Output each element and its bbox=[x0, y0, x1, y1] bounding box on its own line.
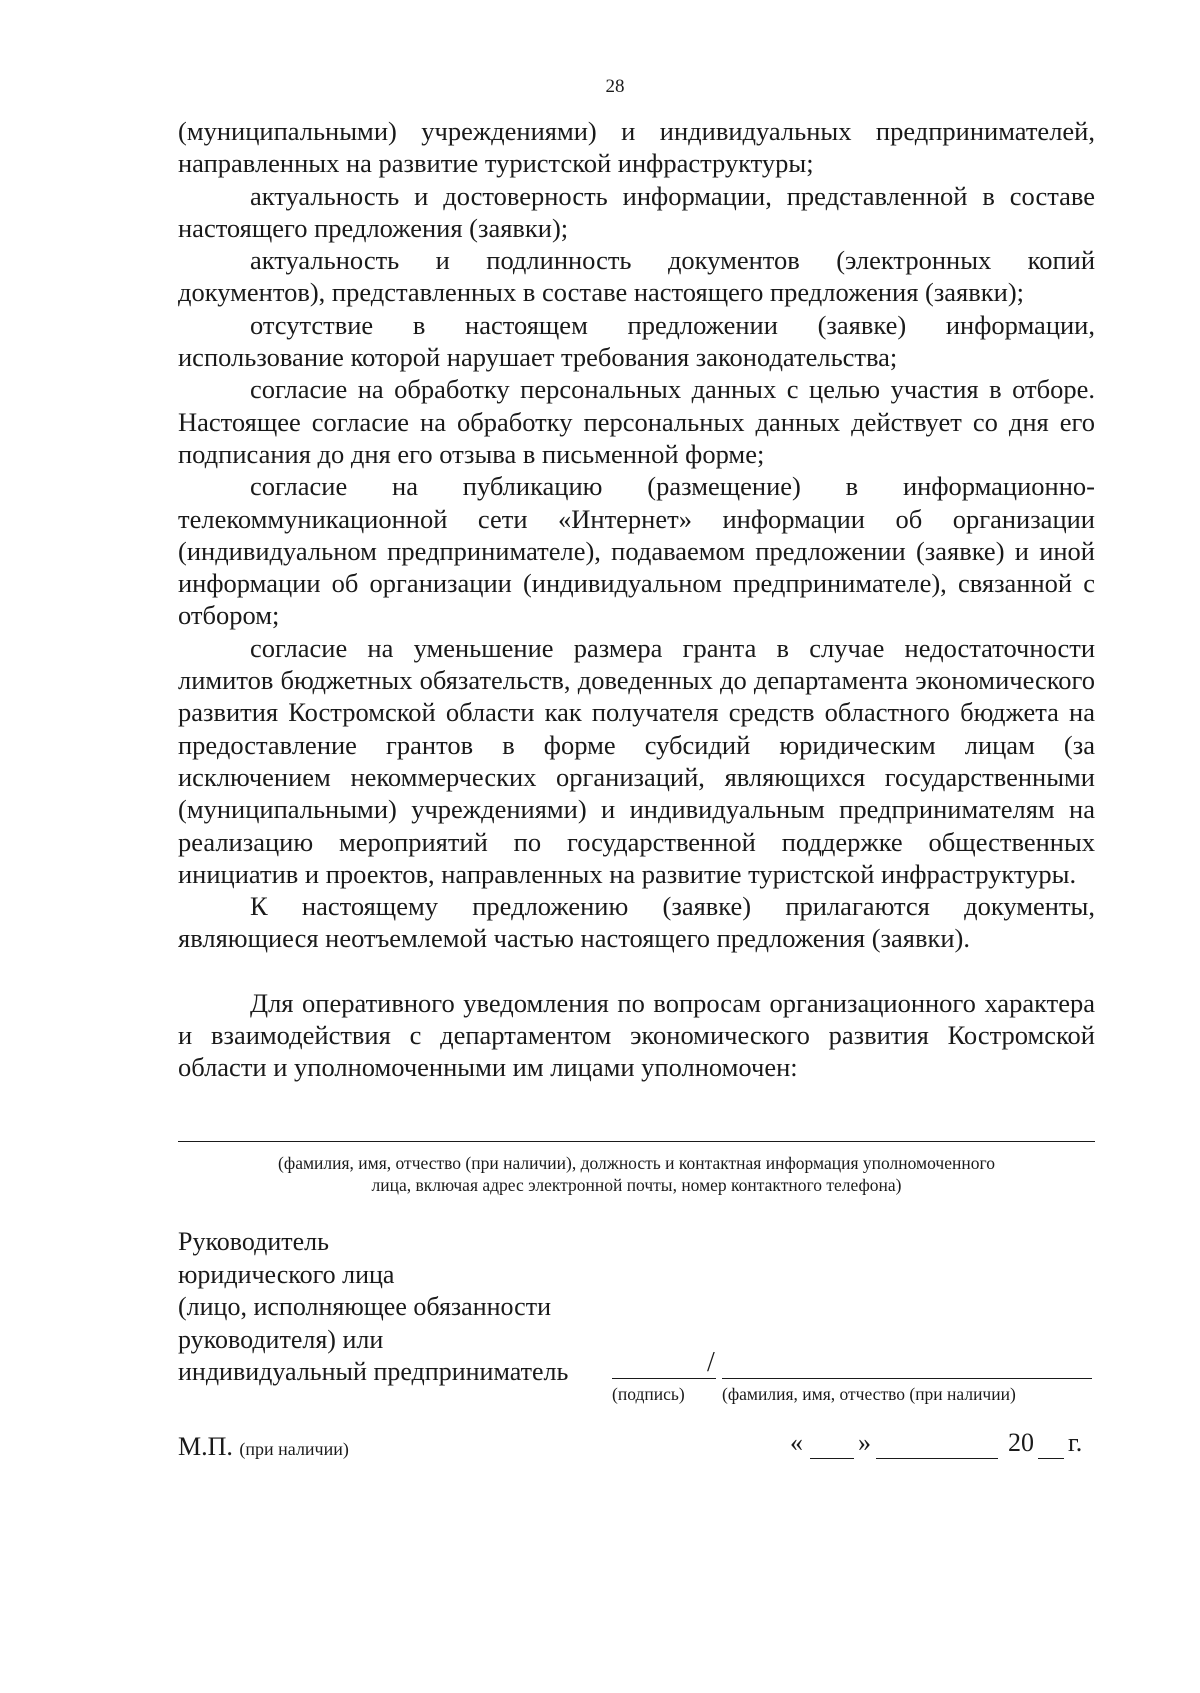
paragraph-relevance-info: актуальность и достоверность информации, представленной в составе настоящего предложения (заявки); bbox=[178, 180, 1095, 243]
paragraph-contact-person: Для оперативного уведомления по вопросам организационного характера и взаимодействия с департаментом экономического развития Костромской области и уполномоченными им лицами уполномочен: bbox=[178, 987, 1095, 1083]
signer-line: индивидуальный предприниматель bbox=[178, 1357, 569, 1386]
date-year-prefix: 20 bbox=[1008, 1428, 1034, 1457]
contact-person-blank-line bbox=[178, 1141, 1095, 1142]
date-day-blank bbox=[810, 1458, 854, 1459]
full-name-caption: (фамилия, имя, отчество (при наличии) bbox=[722, 1384, 1016, 1404]
paragraph-authenticity-docs: актуальность и подлинность документов (электронных копий документов), представленных в составе настоящего предложения (заявки); bbox=[178, 245, 1095, 308]
date-open-quote: « bbox=[790, 1428, 803, 1457]
stamp-note: (при наличии) bbox=[239, 1439, 349, 1459]
date-year-suffix: г. bbox=[1068, 1428, 1083, 1457]
signer-line: Руководитель bbox=[178, 1227, 329, 1256]
date-close-quote: » bbox=[858, 1428, 871, 1457]
signer-block bbox=[178, 1226, 678, 1389]
paragraph-attached-documents: К настоящему предложению (заявке) прилагаются документы, являющиеся неотъемлемой частью настоящего предложения (заявки). bbox=[178, 891, 1095, 954]
page-number: 28 bbox=[605, 76, 625, 97]
date-year-blank bbox=[1038, 1458, 1064, 1459]
contact-caption-line: (фамилия, имя, отчество (при наличии), должность и контактная информация уполномоченного bbox=[278, 1153, 995, 1173]
paragraph-continuation: (муниципальными) учреждениями) и индивидуальных предпринимателей, направленных на развитие туристской инфраструктуры; bbox=[178, 116, 1095, 179]
signer-line: (лицо, исполняющее обязанности bbox=[178, 1292, 552, 1321]
signer-line: руководителя) или bbox=[178, 1324, 384, 1354]
full-name-blank-line bbox=[722, 1378, 1092, 1379]
stamp-place bbox=[178, 1432, 349, 1462]
contact-caption-line: лица, включая адрес электронной почты, номер контактного телефона) bbox=[371, 1175, 902, 1195]
paragraph-personal-data-consent: согласие на обработку персональных данных с целью участия в отборе. Настоящее согласие на обработку персональных данных действует со дня его подписания до дня его отзыва в письменной форме; bbox=[178, 374, 1095, 469]
date-month-blank bbox=[876, 1458, 998, 1459]
signature-slash: / bbox=[707, 1347, 715, 1378]
signature-blank-line bbox=[612, 1378, 716, 1379]
stamp-label: М.П. bbox=[178, 1432, 233, 1461]
contact-person-caption bbox=[178, 1152, 1095, 1196]
signer-line: юридического лица bbox=[178, 1259, 395, 1289]
signature-caption: (подпись) bbox=[612, 1384, 685, 1404]
document-body bbox=[178, 115, 1095, 1084]
paragraph-no-illegal-info: отсутствие в настоящем предложении (заявке) информации, использование которой нарушает требования законодательства; bbox=[178, 309, 1095, 373]
paragraph-publication-consent: согласие на публикацию (размещение) в информационно-телекоммуникационной сети «Интернет» информации об организации (индивидуальном предпринимателе), подаваемом предложении (заявке) и иной информации об организации (индивидуальном предпринимателе), связанной с отбором; bbox=[178, 471, 1095, 631]
paragraph-grant-reduction-consent: согласие на уменьшение размера гранта в случае недостаточности лимитов бюджетных обязательств, доведенных до департамента экономического развития Костромской области как получателя средств областного бюджета на предоставление грантов в форме субсидий юридическим лицам (за исключением некоммерческих организаций, являющихся государственными (муниципальными) учреждениями) и индивидуальным предпринимателям на реализацию мероприятий по государственной поддержке общественных инициатив и проектов, направленных на развитие туристской инфраструктуры. bbox=[178, 632, 1095, 889]
